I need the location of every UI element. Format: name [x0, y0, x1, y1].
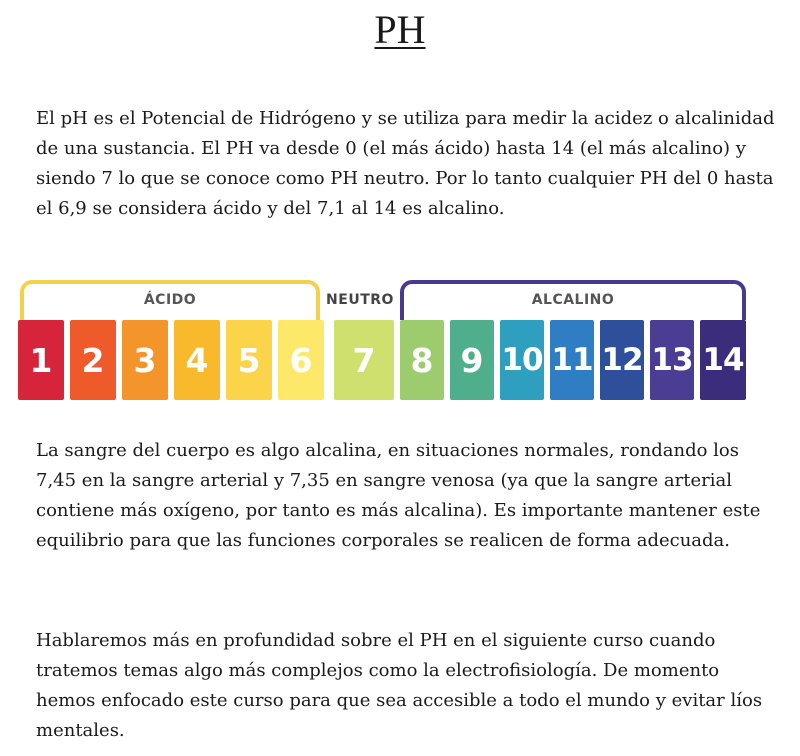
ph-cell-5: 5 — [226, 320, 272, 400]
ph-cell-8: 8 — [400, 320, 444, 400]
ph-cell-6: 6 — [278, 320, 324, 400]
acid-label: ÁCIDO — [143, 292, 197, 308]
ph-cell-4: 4 — [174, 320, 220, 400]
ph-cell-10: 10 — [500, 320, 544, 400]
alkaline-label: ALCALINO — [531, 292, 615, 308]
closing-paragraph: Hablaremos más en profundidad sobre el PH en el siguiente curso cuando tratemos temas algo más complejos como la electrofisiología. De momento hemos enfocado este curso para que sea accesible a todo el mundo y evitar líos mentales. — [36, 630, 763, 741]
ph-cell-14: 14 — [700, 320, 746, 400]
ph-cell-7: 7 — [334, 320, 394, 400]
ph-cell-11: 11 — [550, 320, 594, 400]
neutral-label: NEUTRO — [326, 292, 394, 308]
ph-cell-13: 13 — [650, 320, 694, 400]
ph-cell-3: 3 — [122, 320, 168, 400]
ph-cell-9: 9 — [450, 320, 494, 400]
ph-cell-12: 12 — [600, 320, 644, 400]
ph-cell-1: 1 — [18, 320, 64, 400]
intro-paragraph: El pH es el Potencial de Hidrógeno y se utiliza para medir la acidez o alcalinidad de una sustancia. El PH va desde 0 (el más ácido) hasta 14 (el más alcalino) y siendo 7 lo que se conoce como PH neutro. Por lo tanto cualquier PH del 0 hasta el 6,9 se considera ácido y del 7,1 al 14 es alcalino. — [36, 108, 775, 219]
ph-scale — [18, 280, 748, 402]
page-title: PH — [374, 7, 426, 52]
ph-cell-2: 2 — [70, 320, 116, 400]
blood-paragraph: La sangre del cuerpo es algo alcalina, en situaciones normales, rondando los 7,45 en la sangre arterial y 7,35 en sangre venosa (ya que la sangre arterial contiene más oxígeno, por tanto es más alcalina). Es importante mantener este equilibrio para que las funciones corporales se realicen de forma adecuada. — [36, 440, 761, 551]
